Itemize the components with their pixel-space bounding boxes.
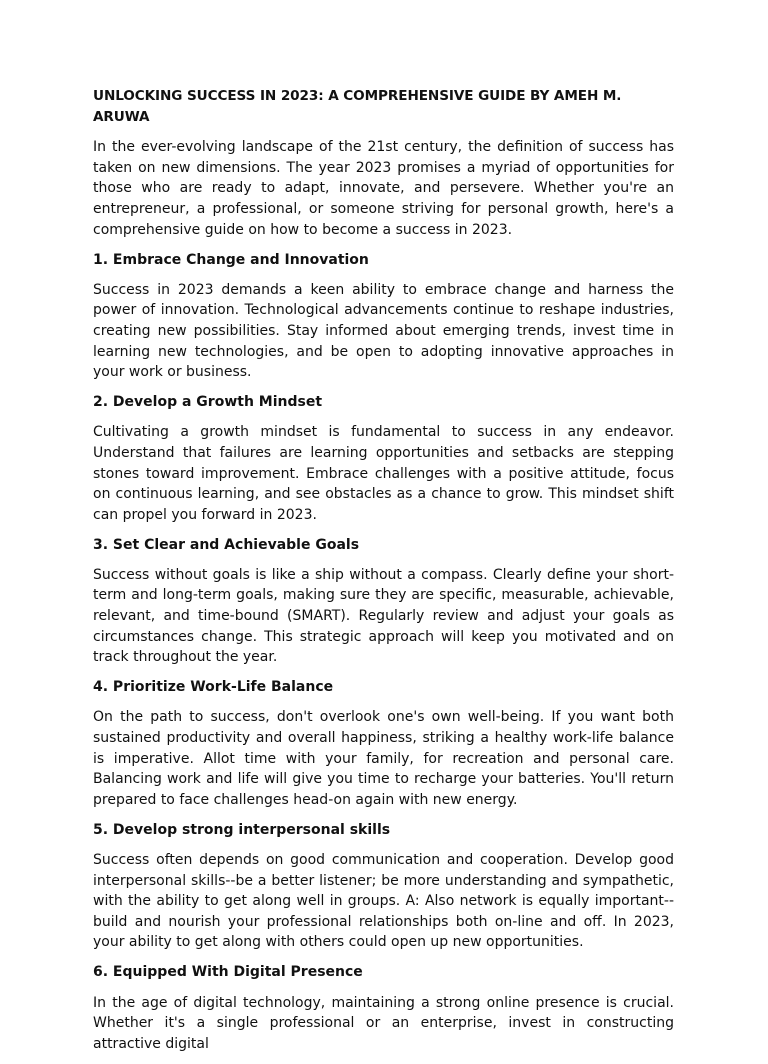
section-body-2: Cultivating a growth mindset is fundamental to success in any endeavor. Understand that failures are learning opportunities and setbacks are stepping stones toward improvement. Embrace challenges with a positive attitude, focus on continuous learning, and see obstacles as a chance to grow. This mindset shift can propel you forward in 2023. xyxy=(93,424,674,523)
section-heading-1: 1. Embrace Change and Innovation xyxy=(93,251,369,268)
section-heading-6: 6. Equipped With Digital Presence xyxy=(93,964,363,981)
section-body-3: Success without goals is like a ship without a compass. Clearly define your short-term and long-term goals, making sure they are specific, measurable, achievable, relevant, and time-bound (SMART). Regularly review and adjust your goals as circumstances change. This strategic approach will keep you motivated and on track throughout the year. xyxy=(93,566,674,666)
section-heading-5: 5. Develop strong interpersonal skills xyxy=(93,821,391,838)
section-body-4: On the path to success, don't overlook one's own well-being. If you want both sustained productivity and overall happiness, striking a healthy work-life balance is imperative. Allot time with your family, for recreation and personal care. Balancing work and life will give you time to recharge your batteries. You'll return prepared to face challenges head-on again with new energy. xyxy=(93,709,674,808)
document-page xyxy=(93,86,674,1064)
document-title: UNLOCKING SUCCESS IN 2023: A COMPREHENSIVE GUIDE BY AMEH M. ARUWA xyxy=(93,88,622,125)
section-body-1: Success in 2023 demands a keen ability to embrace change and harness the power of innovation. Technological advancements continue to reshape industries, creating new possibilities. Stay informed about emerging trends, invest time in learning new technologies, and be open to adopting innovative approaches in your work or business. xyxy=(93,281,674,381)
section-body-5: Success often depends on good communication and cooperation. Develop good interpersonal skills--be a better listener; be more understanding and sympathetic, with the ability to get along well in groups. A: Also network is equally important--build and nourish your professional relationships both on-line and off. In 2023, your ability to get along with others could open up new opportunities. xyxy=(93,852,674,951)
section-heading-3: 3. Set Clear and Achievable Goals xyxy=(93,536,360,553)
section-heading-2: 2. Develop a Growth Mindset xyxy=(93,394,323,411)
section-body-6: In the age of digital technology, maintaining a strong online presence is crucial. Whether it's a single professional or an enterprise, invest in constructing attractive digital xyxy=(93,994,674,1052)
intro-paragraph: In the ever-evolving landscape of the 21st century, the definition of success has taken on new dimensions. The year 2023 promises a myriad of opportunities for those who are ready to adapt, innovate, and persevere. Whether you're an entrepreneur, a professional, or someone striving for personal growth, here's a comprehensive guide on how to become a success in 2023. xyxy=(93,139,674,238)
section-heading-4: 4. Prioritize Work-Life Balance xyxy=(93,679,334,696)
